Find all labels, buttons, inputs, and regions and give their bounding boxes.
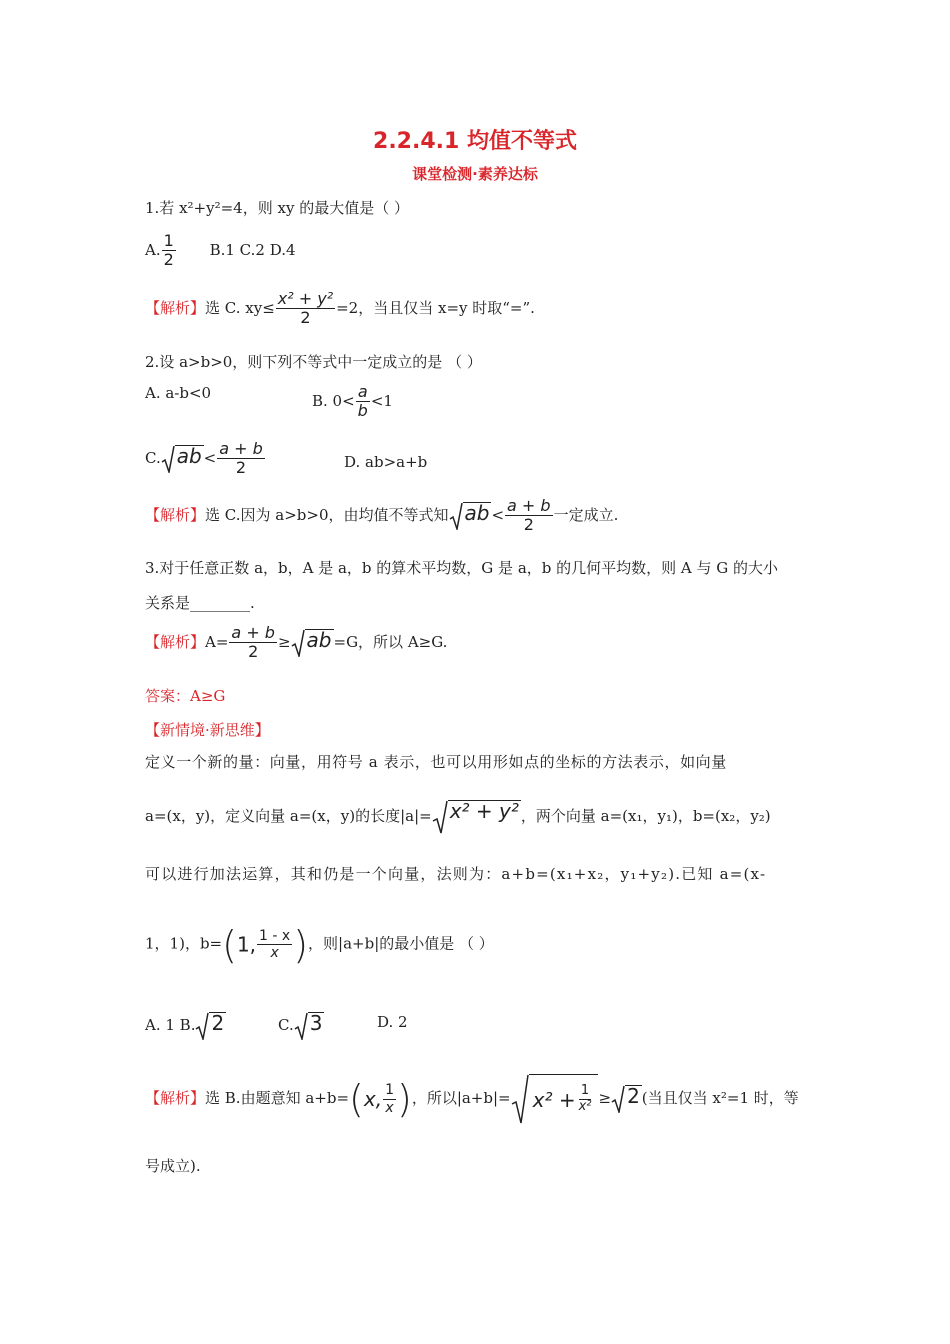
q2-answer-prefix: 选 C.因为 a>b>0，由均值不等式知 xyxy=(205,505,449,524)
page-subtitle: 课堂检测·素养达标 xyxy=(412,165,538,183)
left-paren: ( xyxy=(349,1077,364,1121)
q3-answer xyxy=(145,624,447,662)
q1-options-rest: B.1 C.2 D.4 xyxy=(209,240,296,259)
q4-option-c xyxy=(278,1012,324,1040)
sqrt-sum-length xyxy=(511,1074,599,1124)
fraction-numerator: a + b xyxy=(507,496,551,515)
greater-equal: ≥ xyxy=(598,1089,612,1107)
sqrt-2 xyxy=(611,1085,642,1113)
q2-option-c-fraction xyxy=(217,440,265,478)
q4-line-1: 定义一个新的量：向量，用符号 a 表示，也可以用形如点的坐标的方法表示，如向量 xyxy=(145,753,727,771)
q2-answer xyxy=(145,497,618,535)
q3-answer-fraction xyxy=(229,624,277,662)
radicand-x-squared: x² + xyxy=(532,1087,576,1112)
q3-stem-line-2: 关系是________. xyxy=(145,594,255,612)
q2-answer-suffix: 一定成立. xyxy=(553,505,619,524)
fraction-numerator: x² + y² xyxy=(277,289,334,308)
sqrt-ab xyxy=(449,502,492,530)
left-paren: ( xyxy=(222,922,237,967)
fraction-denominator: x xyxy=(385,1099,394,1116)
sqrt-2 xyxy=(195,1012,226,1040)
radical-sign-icon xyxy=(611,1085,625,1113)
q1-answer-prefix: 选 C. xy≤ xyxy=(205,298,275,317)
sqrt-3 xyxy=(294,1012,325,1040)
sqrt-ab xyxy=(161,445,204,473)
q2-stem: 2.设 a>b>0，则下列不等式中一定成立的是 （ ） xyxy=(145,353,482,371)
b-second-component xyxy=(257,928,292,961)
radicand: 2 xyxy=(625,1085,642,1113)
q2-option-b-prefix: B. 0< xyxy=(312,391,355,410)
fraction-denominator: 2 xyxy=(163,250,174,270)
q4-line-3: 可以进行加法运算，其和仍是一个向量，法则为：a+b=(x₁+x₂，y₁+y₂).已知 a=(x- xyxy=(145,865,767,883)
q4-answer xyxy=(145,1074,799,1124)
q2-option-a: A. a-b<0 xyxy=(145,384,212,402)
fraction-denominator: b xyxy=(357,401,368,421)
q4-answer-middle: ，所以|a+b|= xyxy=(411,1089,511,1107)
page-title: 2.2.4.1 均值不等式 xyxy=(373,129,577,154)
q1-options xyxy=(145,232,296,270)
q4-line-4-suffix: ，则|a+b|的最小值是 （ ） xyxy=(308,934,494,953)
sqrt-ab xyxy=(291,629,334,657)
fraction-denominator: 2 xyxy=(248,642,259,662)
q2-option-d: D. ab>a+b xyxy=(344,453,428,471)
radicand: 2 xyxy=(209,1012,226,1040)
q3-stem-line-1: 3.对于任意正数 a，b，A 是 a，b 的算术平均数，G 是 a，b 的几何平均数，则 A 与 G 的大小 xyxy=(145,559,779,577)
radical-sign-icon xyxy=(294,1012,308,1040)
q4-option-d: D. 2 xyxy=(377,1013,408,1031)
q1-option-a-fraction xyxy=(162,232,176,270)
fraction-denominator: x² xyxy=(578,1099,592,1114)
q1-answer-suffix: =2，当且仅当 x=y 时取“=”. xyxy=(336,298,535,317)
q2-option-c-label: C. xyxy=(145,448,161,467)
fraction-denominator: x xyxy=(270,945,279,962)
fraction-numerator: 1 xyxy=(163,231,174,250)
radical-sign-icon xyxy=(449,502,463,530)
analysis-tag: 【解析】 xyxy=(145,1089,206,1107)
radicand-fraction xyxy=(577,1084,594,1115)
right-paren: ) xyxy=(396,1077,412,1121)
fraction-numerator: 1 xyxy=(385,1082,394,1099)
analysis-tag: 【解析】 xyxy=(145,298,206,317)
q4-option-c-label: C. xyxy=(278,1016,294,1034)
new-context-tag: 【新情境·新思维】 xyxy=(145,721,270,739)
sum-first-component: x, xyxy=(363,1087,383,1111)
q2-answer-fraction xyxy=(505,497,553,535)
q2-option-row-2 xyxy=(145,439,428,478)
q4-answer-prefix: 选 B.由题意知 a+b= xyxy=(205,1089,350,1107)
q1-answer-fraction xyxy=(276,290,335,328)
fraction-numerator: a + b xyxy=(231,623,275,642)
q4-line-2-suffix: ，两个向量 a=(x₁，y₁)，b=(x₂，y₂) xyxy=(520,807,771,825)
q4-option-a-b: A. 1 B. xyxy=(145,1016,196,1034)
fraction-denominator: 2 xyxy=(523,515,534,535)
right-paren: ) xyxy=(293,922,309,967)
q4-answer-line-2: 号成立). xyxy=(145,1157,201,1175)
q2-option-b-suffix: <1 xyxy=(370,391,393,410)
radical-sign-icon xyxy=(432,800,448,834)
analysis-tag: 【解析】 xyxy=(145,632,206,651)
radicand: 3 xyxy=(308,1012,325,1040)
q4-line-4-prefix: 1，1)，b= xyxy=(145,934,223,953)
radical-sign-icon xyxy=(511,1074,529,1124)
fraction-numerator: a + b xyxy=(219,439,263,458)
radicand: x² + y² xyxy=(448,800,521,834)
q4-line-4 xyxy=(145,922,494,967)
q4-line-2 xyxy=(145,800,771,834)
q1-answer xyxy=(145,290,535,328)
q2-option-b-fraction xyxy=(356,383,370,421)
sum-second-component xyxy=(383,1082,396,1115)
radicand: ab xyxy=(175,445,204,473)
radicand: ab xyxy=(305,629,334,657)
less-than: < xyxy=(491,505,505,524)
q3-final-answer: 答案：A≥G xyxy=(145,687,226,705)
fraction-numerator: 1 - x xyxy=(259,928,291,944)
q2-option-row-1 xyxy=(145,382,393,421)
fraction-numerator: 1 xyxy=(580,1083,590,1099)
q1-option-a-label: A. xyxy=(145,240,161,259)
greater-equal: ≥ xyxy=(277,632,291,651)
q1-stem: 1.若 x²+y²=4，则 xy 的最大值是（ ） xyxy=(145,199,409,217)
radical-sign-icon xyxy=(161,445,175,473)
q4-options xyxy=(145,1011,408,1040)
b-first-component: 1, xyxy=(236,932,257,957)
sqrt-vector-length xyxy=(432,800,521,834)
fraction-numerator: a xyxy=(357,382,368,401)
q2-option-b xyxy=(312,383,393,421)
q3-answer-prefix: A= xyxy=(205,632,229,651)
q4-line-2-prefix: a=(x，y)，定义向量 a=(x，y)的长度|a|= xyxy=(145,807,432,825)
q3-answer-suffix: =G，所以 A≥G. xyxy=(333,632,448,651)
analysis-tag: 【解析】 xyxy=(145,505,206,524)
radical-sign-icon xyxy=(195,1012,209,1040)
q4-answer-suffix: (当且仅当 x²=1 时，等 xyxy=(641,1089,799,1107)
fraction-denominator: 2 xyxy=(235,458,247,478)
radicand: ab xyxy=(463,502,492,530)
radical-sign-icon xyxy=(291,629,305,657)
radicand xyxy=(529,1074,599,1124)
fraction-denominator: 2 xyxy=(300,308,311,328)
less-than: < xyxy=(203,448,217,467)
